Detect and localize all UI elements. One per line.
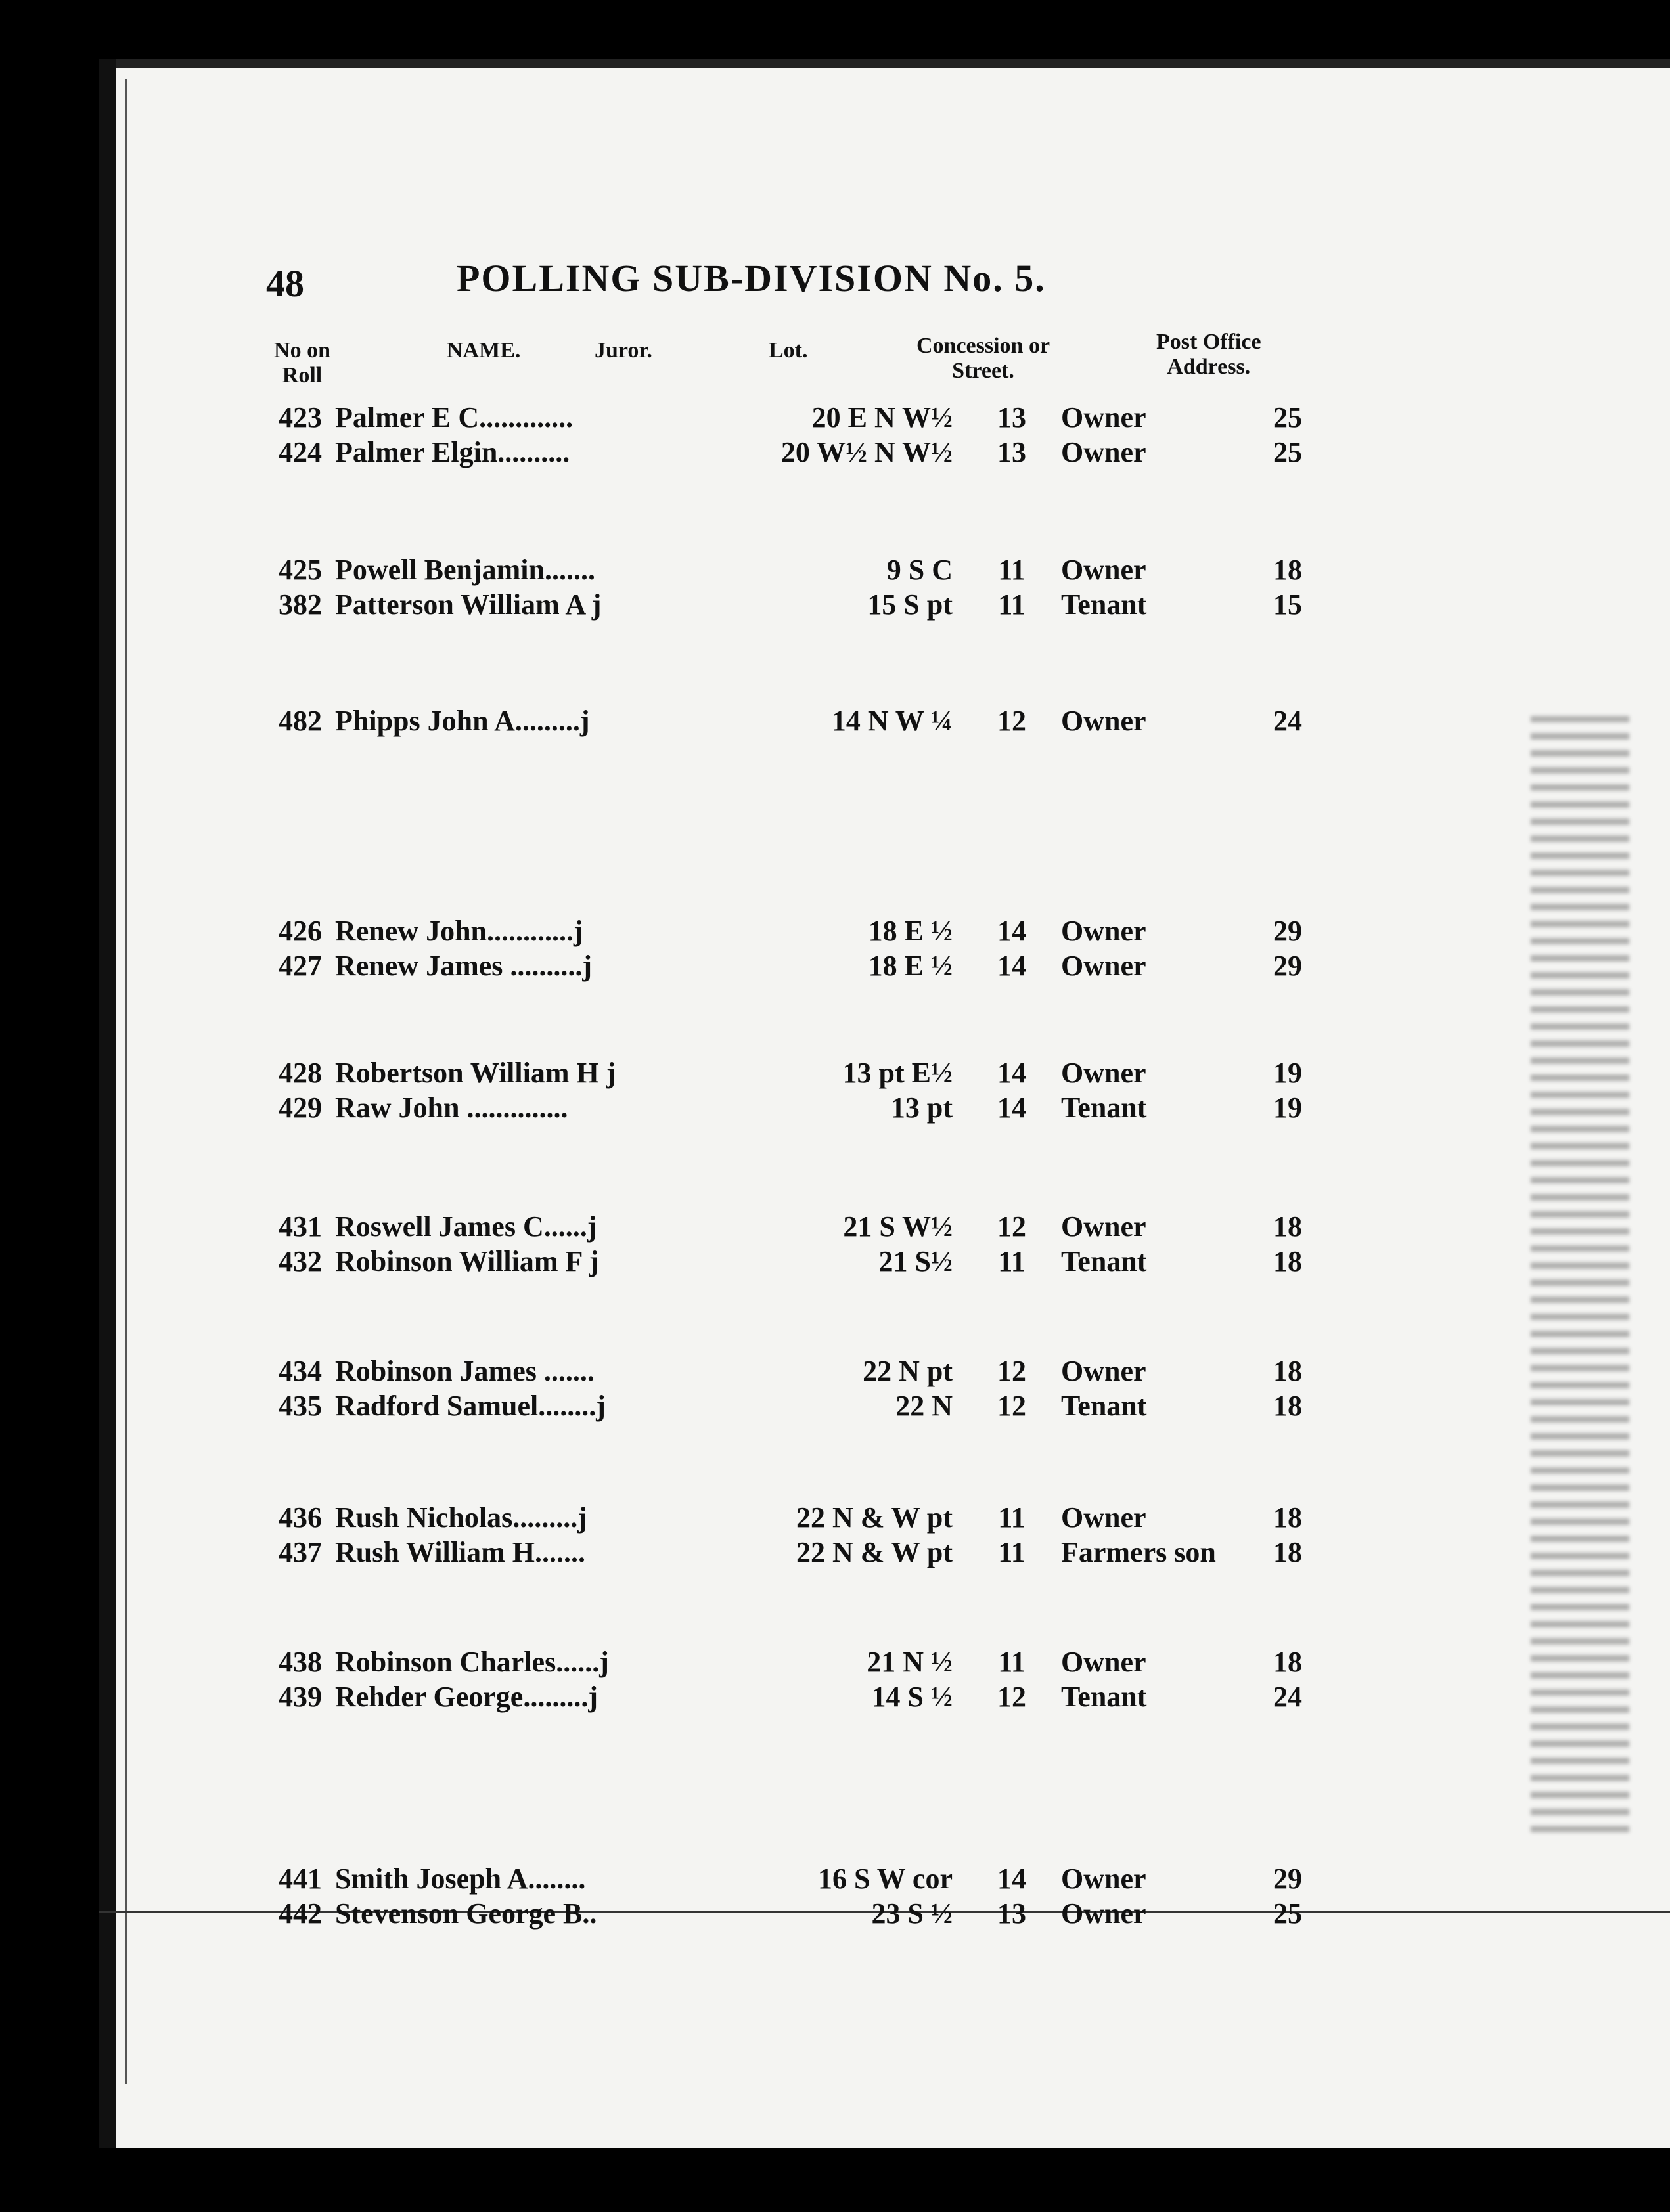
roll-entry [263,704,1380,738]
entry-post-office: 25 [1273,1897,1302,1930]
entry-status: Owner [1061,1501,1146,1534]
entry-post-office: 18 [1273,1536,1302,1568]
entry-roll-number: 438 [279,1646,322,1678]
entry-post-office: 15 [1273,588,1302,621]
entry-lot: 21 S W½ [843,1210,953,1243]
entry-name: Raw John .............. [335,1092,568,1124]
page-title: POLLING SUB-DIVISION No. 5. [457,257,1046,299]
entry-lot: 22 N & W pt [796,1501,953,1534]
roll-entry [263,1210,1380,1244]
entry-status: Owner [1061,1210,1146,1243]
entry-status: Owner [1061,554,1146,586]
entry-lot: 22 N [895,1390,953,1422]
roll-entry [263,949,1380,983]
roll-entry [263,1862,1380,1896]
entry-concession: 12 [997,1210,1026,1243]
entry-concession: 13 [997,1897,1026,1930]
entry-post-office: 25 [1273,401,1302,433]
roll-entry [263,401,1380,435]
entry-post-office: 19 [1273,1057,1302,1089]
entry-post-office: 18 [1273,1355,1302,1387]
entry-post-office: 18 [1273,1245,1302,1277]
roll-entry [263,553,1380,587]
entry-lot: 14 S ½ [871,1681,953,1713]
entry-post-office: 18 [1273,1390,1302,1422]
entry-lot: 16 S W cor [818,1863,953,1895]
entry-lot: 20 W½ N W½ [780,436,953,468]
entry-concession: 14 [997,915,1026,947]
page-number: 48 [266,262,304,305]
entry-concession: 11 [998,1646,1026,1678]
col-concession: Concession or Street. [916,334,1050,383]
entry-status: Owner [1061,1355,1146,1387]
entry-status: Tenant [1061,1245,1147,1277]
entry-roll-number: 424 [279,436,322,468]
entry-name: Robertson William H j [335,1057,616,1089]
entry-post-office: 29 [1273,915,1302,947]
col-juror: Juror. [595,338,652,363]
entry-roll-number: 425 [279,554,322,586]
entry-concession: 11 [998,1536,1026,1568]
entry-status: Tenant [1061,588,1147,621]
roll-entry [263,588,1380,622]
entry-post-office: 25 [1273,436,1302,468]
entry-roll-number: 432 [279,1245,322,1277]
entry-roll-number: 439 [279,1681,322,1713]
entry-roll-number: 382 [279,588,322,621]
entry-post-office: 29 [1273,1863,1302,1895]
col-name: NAME. [447,338,521,363]
entry-roll-number: 437 [279,1536,322,1568]
entry-lot: 15 S pt [867,588,953,621]
entry-lot: 18 E ½ [868,915,953,947]
entry-concession: 12 [997,705,1026,737]
entry-roll-number: 435 [279,1390,322,1422]
entry-roll-number: 429 [279,1092,322,1124]
entry-name: Robinson James ....... [335,1355,595,1387]
entry-roll-number: 426 [279,915,322,947]
entry-post-office: 18 [1273,1501,1302,1534]
page-top-edge [99,59,1670,68]
entry-status: Owner [1061,436,1146,468]
entry-post-office: 24 [1273,1681,1302,1713]
entry-concession: 13 [997,436,1026,468]
entry-concession: 12 [997,1390,1026,1422]
entry-concession: 12 [997,1681,1026,1713]
entry-status: Farmers son [1061,1536,1216,1568]
entry-name: Robinson Charles......j [335,1646,609,1678]
entry-concession: 14 [997,1863,1026,1895]
entry-post-office: 24 [1273,705,1302,737]
entry-roll-number: 441 [279,1863,322,1895]
entry-name: Renew James ..........j [335,950,593,982]
roll-entry [263,1354,1380,1388]
entry-post-office: 18 [1273,1210,1302,1243]
scan-artifact [1531,716,1629,1832]
binding-edge [99,59,116,2148]
entry-roll-number: 434 [279,1355,322,1387]
entry-name: Powell Benjamin....... [335,554,595,586]
entry-status: Owner [1061,401,1146,433]
entry-concession: 14 [997,950,1026,982]
entry-lot: 21 N ½ [867,1646,953,1678]
roll-entry [263,1501,1380,1535]
entry-lot: 23 S ½ [871,1897,953,1930]
entry-post-office: 18 [1273,554,1302,586]
entry-lot: 13 pt [890,1092,953,1124]
entry-roll-number: 442 [279,1897,322,1930]
register-page [99,59,1670,2148]
entry-roll-number: 431 [279,1210,322,1243]
entry-roll-number: 423 [279,401,322,433]
binding-line [125,79,127,2084]
entry-concession: 11 [998,554,1026,586]
entry-name: Roswell James C......j [335,1210,597,1243]
entry-lot: 22 N pt [863,1355,953,1387]
entry-status: Owner [1061,1057,1146,1089]
entry-name: Phipps John A.........j [335,705,590,737]
entry-lot: 13 pt E½ [842,1057,953,1089]
entry-lot: 22 N & W pt [796,1536,953,1568]
entry-name: Rehder George.........j [335,1681,598,1713]
entry-name: Radford Samuel........j [335,1390,606,1422]
entry-status: Owner [1061,950,1146,982]
entry-lot: 9 S C [886,554,953,586]
entry-name: Rush William H....... [335,1536,586,1568]
entry-status: Owner [1061,915,1146,947]
roll-entry [263,1645,1380,1679]
entry-roll-number: 427 [279,950,322,982]
entry-post-office: 19 [1273,1092,1302,1124]
entry-roll-number: 428 [279,1057,322,1089]
roll-entry [263,1056,1380,1090]
page-header [266,256,1252,315]
entry-status: Tenant [1061,1092,1147,1124]
entry-name: Rush Nicholas.........j [335,1501,587,1534]
entry-concession: 13 [997,401,1026,433]
entry-status: Owner [1061,1897,1146,1930]
entry-name: Stevenson George B.. [335,1897,597,1930]
entry-lot: 18 E ½ [868,950,953,982]
entry-name: Robinson William F j [335,1245,599,1277]
entry-status: Owner [1061,1646,1146,1678]
entry-lot: 14 N W ¼ [831,705,953,737]
entry-status: Owner [1061,705,1146,737]
entry-concession: 12 [997,1355,1026,1387]
roll-entry [263,1680,1380,1714]
roll-entry [263,1245,1380,1279]
entry-name: Patterson William A j [335,588,602,621]
entry-lot: 20 E N W½ [811,401,953,433]
entry-name: Renew John............j [335,915,583,947]
entry-concession: 14 [997,1057,1026,1089]
col-lot: Lot. [769,338,808,363]
col-post-office: Post Office Address. [1156,330,1261,379]
roll-entry [263,435,1380,470]
roll-entry [263,1389,1380,1423]
entry-concession: 11 [998,1501,1026,1534]
entry-name: Palmer E C............. [335,401,574,433]
entry-lot: 21 S½ [878,1245,953,1277]
entry-concession: 11 [998,588,1026,621]
roll-entry [263,1897,1380,1931]
entry-roll-number: 482 [279,705,322,737]
entry-post-office: 29 [1273,950,1302,982]
roll-entry [263,914,1380,948]
entry-status: Tenant [1061,1390,1147,1422]
entry-roll-number: 436 [279,1501,322,1534]
entry-name: Palmer Elgin.......... [335,436,570,468]
roll-entry [263,1091,1380,1125]
entry-concession: 11 [998,1245,1026,1277]
entry-status: Owner [1061,1863,1146,1895]
entry-concession: 14 [997,1092,1026,1124]
entry-status: Tenant [1061,1681,1147,1713]
roll-entry [263,1536,1380,1570]
entry-name: Smith Joseph A........ [335,1863,586,1895]
col-no-on-roll: No on Roll [274,338,330,387]
entry-post-office: 18 [1273,1646,1302,1678]
